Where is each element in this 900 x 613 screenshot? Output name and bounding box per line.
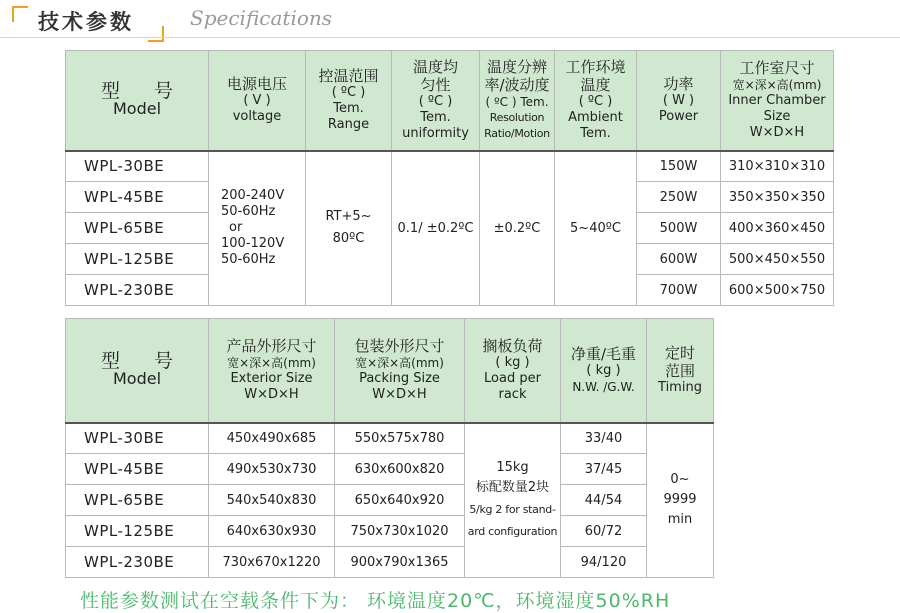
table-header-row bbox=[66, 51, 834, 151]
header-packing: 包装外形尺寸 宽×深×高(mm) Packing Size W×D×H bbox=[335, 319, 465, 423]
table-row bbox=[66, 485, 714, 516]
chamber-cell: 600×500×750 bbox=[721, 275, 834, 306]
resolution-cell: ±0.2ºC bbox=[480, 151, 555, 306]
weight-cell: 44/54 bbox=[561, 485, 647, 516]
packing-cell: 630x600x820 bbox=[335, 454, 465, 485]
test-conditions-note: 性能参数测试在空载条件下为： 环境温度20℃，环境湿度50%RH bbox=[80, 590, 671, 612]
exterior-cell: 640x630x930 bbox=[209, 516, 335, 547]
model-cell: WPL-30BE bbox=[66, 151, 209, 182]
exterior-cell: 490x530x730 bbox=[209, 454, 335, 485]
header-ambient: 工作环境 温度 ( ºC ) Ambient Tem. bbox=[555, 51, 637, 151]
section-subtitle: Specifications bbox=[190, 6, 333, 30]
exterior-cell: 450x490x685 bbox=[209, 423, 335, 454]
chamber-cell: 310×310×310 bbox=[721, 151, 834, 182]
load-cell: 15kg 标配数量2块 5/kg 2 for stand- ard configuration bbox=[465, 423, 561, 578]
chamber-cell: 350×350×350 bbox=[721, 182, 834, 213]
section-header bbox=[0, 0, 900, 44]
header-timing: 定时 范围 Timing bbox=[647, 319, 714, 423]
model-cell: WPL-45BE bbox=[66, 454, 209, 485]
ambient-cell: 5~40ºC bbox=[555, 151, 637, 306]
range-cell: RT+5~ 80ºC bbox=[306, 151, 392, 306]
header-divider bbox=[0, 37, 900, 38]
weight-cell: 94/120 bbox=[561, 547, 647, 578]
table-row bbox=[66, 423, 714, 454]
packing-cell: 650x640x920 bbox=[335, 485, 465, 516]
table-row bbox=[66, 151, 834, 182]
header-power: 功率 ( W ) Power bbox=[637, 51, 721, 151]
model-cell: WPL-65BE bbox=[66, 485, 209, 516]
header-exterior: 产品外形尺寸 宽×深×高(mm) Exterior Size W×D×H bbox=[209, 319, 335, 423]
header-chamber: 工作室尺寸 宽×深×高(mm) Inner Chamber Size W×D×H bbox=[721, 51, 834, 151]
section-title: 技术参数 bbox=[38, 10, 134, 34]
spec-table-main bbox=[65, 50, 834, 306]
model-cell: WPL-45BE bbox=[66, 182, 209, 213]
corner-bracket-icon bbox=[148, 26, 164, 42]
model-cell: WPL-30BE bbox=[66, 423, 209, 454]
model-cell: WPL-230BE bbox=[66, 275, 209, 306]
spec-table-dimensions bbox=[65, 318, 714, 578]
model-cell: WPL-125BE bbox=[66, 516, 209, 547]
model-cell: WPL-230BE bbox=[66, 547, 209, 578]
voltage-cell: 200-240V 50-60Hz or 100-120V 50-60Hz bbox=[209, 151, 306, 306]
power-cell: 250W bbox=[637, 182, 721, 213]
packing-cell: 750x730x1020 bbox=[335, 516, 465, 547]
weight-cell: 33/40 bbox=[561, 423, 647, 454]
power-cell: 150W bbox=[637, 151, 721, 182]
model-cell: WPL-125BE bbox=[66, 244, 209, 275]
power-cell: 600W bbox=[637, 244, 721, 275]
power-cell: 700W bbox=[637, 275, 721, 306]
header-uniformity: 温度均 匀性 ( ºC ) Tem. uniformity bbox=[392, 51, 480, 151]
uniformity-cell: 0.1/ ±0.2ºC bbox=[392, 151, 480, 306]
header-range: 控温范围 ( ºC ) Tem. Range bbox=[306, 51, 392, 151]
chamber-cell: 500×450×550 bbox=[721, 244, 834, 275]
weight-cell: 60/72 bbox=[561, 516, 647, 547]
header-weight: 净重/毛重 ( kg ) N.W. /G.W. bbox=[561, 319, 647, 423]
header-resolution: 温度分辨 率/波动度 ( ºC ) Tem. Resolution Ratio/Motion bbox=[480, 51, 555, 151]
table-row bbox=[66, 516, 714, 547]
weight-cell: 37/45 bbox=[561, 454, 647, 485]
header-load: 搁板负荷 ( kg ) Load per rack bbox=[465, 319, 561, 423]
table-header-row bbox=[66, 319, 714, 423]
table-row bbox=[66, 454, 714, 485]
packing-cell: 900x790x1365 bbox=[335, 547, 465, 578]
corner-bracket-icon bbox=[12, 6, 28, 22]
timing-cell: 0~ 9999 min bbox=[647, 423, 714, 578]
exterior-cell: 730x670x1220 bbox=[209, 547, 335, 578]
power-cell: 500W bbox=[637, 213, 721, 244]
exterior-cell: 540x540x830 bbox=[209, 485, 335, 516]
table-row bbox=[66, 547, 714, 578]
header-model: 型 号 Model bbox=[66, 319, 209, 423]
packing-cell: 550x575x780 bbox=[335, 423, 465, 454]
header-model: 型 号 Model bbox=[66, 51, 209, 151]
model-cell: WPL-65BE bbox=[66, 213, 209, 244]
chamber-cell: 400×360×450 bbox=[721, 213, 834, 244]
header-voltage: 电源电压 ( V ) voltage bbox=[209, 51, 306, 151]
